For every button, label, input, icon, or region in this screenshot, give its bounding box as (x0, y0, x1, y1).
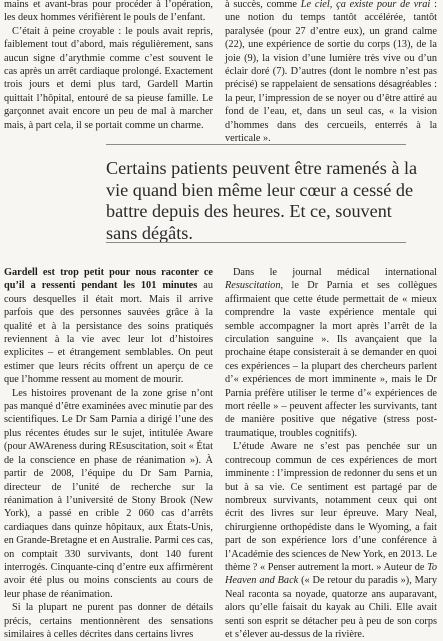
top-left-column (4, 0, 213, 132)
paragraph: Les histoires provenant de la zone grise n’ont pas manqué d’être examinées avec minutie par des scientifiques. Le Dr Sam Parnia a dirigé l’une des plus récentes études sur le sujet, intitulée Aware (pour AWAreness during REsuscitation, soit « État de la conscience en phase de réanimation »). À partir de 2008, l’équipe du Dr Sam Parnia, directeur de l’unité de recherche sur la réanimation à l’université de Stony Brook (New York), a passé en crible 2 060 cas d’arrêts cardiaques dans quinze hôpitaux, aux États-Unis, en Grande-Bretagne et en Australie. Parmi ces cas, on comptait 330 survivants, dont 140 furent interrogés. Cinquante-cinq d’entre eux affirmèrent avoir été plus ou moins conscients au cours de leur phase de réanimation. (4, 387, 213, 600)
paragraph (225, 440, 437, 641)
paragraph: Si la plupart ne purent pas donner de détails précis, certains mentionnèrent des sensations similaires à celles décrites dans certains livres (4, 602, 213, 640)
paragraph: mains et avant-bras pour procéder à l’opération, les deux hommes vérifièrent le pouls de l’enfant. (4, 0, 213, 24)
text-run: (« De retour du paradis »), Mary Neal raconta sa noyade, quatorze ans auparavant, alors qu’elle faisait du kayak au Chili. Elle avait senti son esprit se détacher peu à peu de son corps et s’élever au-dessus de la rivière. (225, 575, 437, 640)
journal-title: Resuscitation (225, 280, 281, 292)
paragraph: C’était à peine croyable : le pouls avait repris, faiblement tout d’abord, mais régulièrement, sans aucun signe d’arythmie comme c’est souvent le cas après un arrêt cardiaque prolongé. Exactement trois jours et demi plus tard, Gardell Martin quittait l’hôpital, entouré de sa pieuse famille. Le garçonnet avait encore un peu de mal à marcher mais, à part cela, il se portait comme un charme. (4, 25, 213, 131)
book-title: To Heaven and Back (225, 561, 437, 587)
bottom-right-column (225, 266, 437, 641)
divider-top (106, 144, 406, 145)
lead-in: Gardell est trop petit pour nous raconter ce qu’il a ressenti pendant les 101 minutes (4, 267, 213, 292)
paragraph (225, 0, 437, 145)
divider-bottom (106, 242, 406, 243)
pull-quote: Certains patients peuvent être ramenés à la vie quand bien même leur cœur a cessé de battre depuis des heures. Et ce, souvent sans dégâts. (106, 158, 418, 243)
text-run: au cours desquelles il était mort. Mais il arrive parfois que des personnes sauvées grâce à la qualité et à la persistance des soins pratiqués reviennent à la vie avec leur lot d’histoires explicites – et étrangement semblables. On peut estimer que leurs récits offrent un aperçu de ce que l’homme ressent au moment de mourir. (4, 280, 214, 386)
text-run: L’étude Aware ne s’est pas penchée sur un contrecoup commun de ces expériences de mort imminente : l’impression de redonner du sens et un but à sa vie. Ce sentiment est partagé par de nombreux survivants, notamment ceux qui ont écrit des livres sur leur épreuve. Mary Neal, chirurgienne orthopédiste dans le Wyoming, a fait part de son expérience lors d’une conférence à l’Académie des sciences de New York, en 2013. Le thème ? « Penser autrement la mort. » Auteur de (225, 441, 437, 573)
text-run: Dans le journal médical international (233, 267, 437, 278)
text-run: à succès, comme (225, 0, 301, 10)
text-run: : une notion du temps tantôt accélérée, tantôt paralysée (pour 27 d’entre eux), un grand calme (22), une expérience de sortie du corps (13), de la joie (9), la vision d’une lumière très vive ou d’un éclair doré (7). D’autres (dont le nombre n’est pas précisé) se rappelaient de sensations désagréables : la peur, l’impression de se noyer ou d’être attiré au fond de l’eau, et, dans un seul cas, « la vision d’hommes dans des cercueils, enterrés à la verticale ». (225, 0, 437, 145)
paragraph (225, 266, 437, 440)
top-right-column (225, 0, 437, 145)
book-title: Le ciel, ça existe pour de vrai (300, 0, 431, 10)
bottom-left-column (4, 266, 213, 641)
paragraph (4, 266, 213, 387)
text-run: , le Dr Parnia et ses collègues affirmaient que cette étude permettait de « mieux comprendre la vaste expérience mentale qui semble accompagner la mort après l’arrêt de la circulation sanguine ». Ils avançaient que la prochaine étape consisterait à se demander en quoi ces expériences – la plupart des chercheurs parlent d’« expériences de mort imminente », mais le Dr Parnia préfère utiliser le terme d’« expériences de mort réelle » – peuvent affecter les survivants, tant de manière positive que négative (stress post-traumatique, troubles cognitifs). (225, 280, 437, 439)
